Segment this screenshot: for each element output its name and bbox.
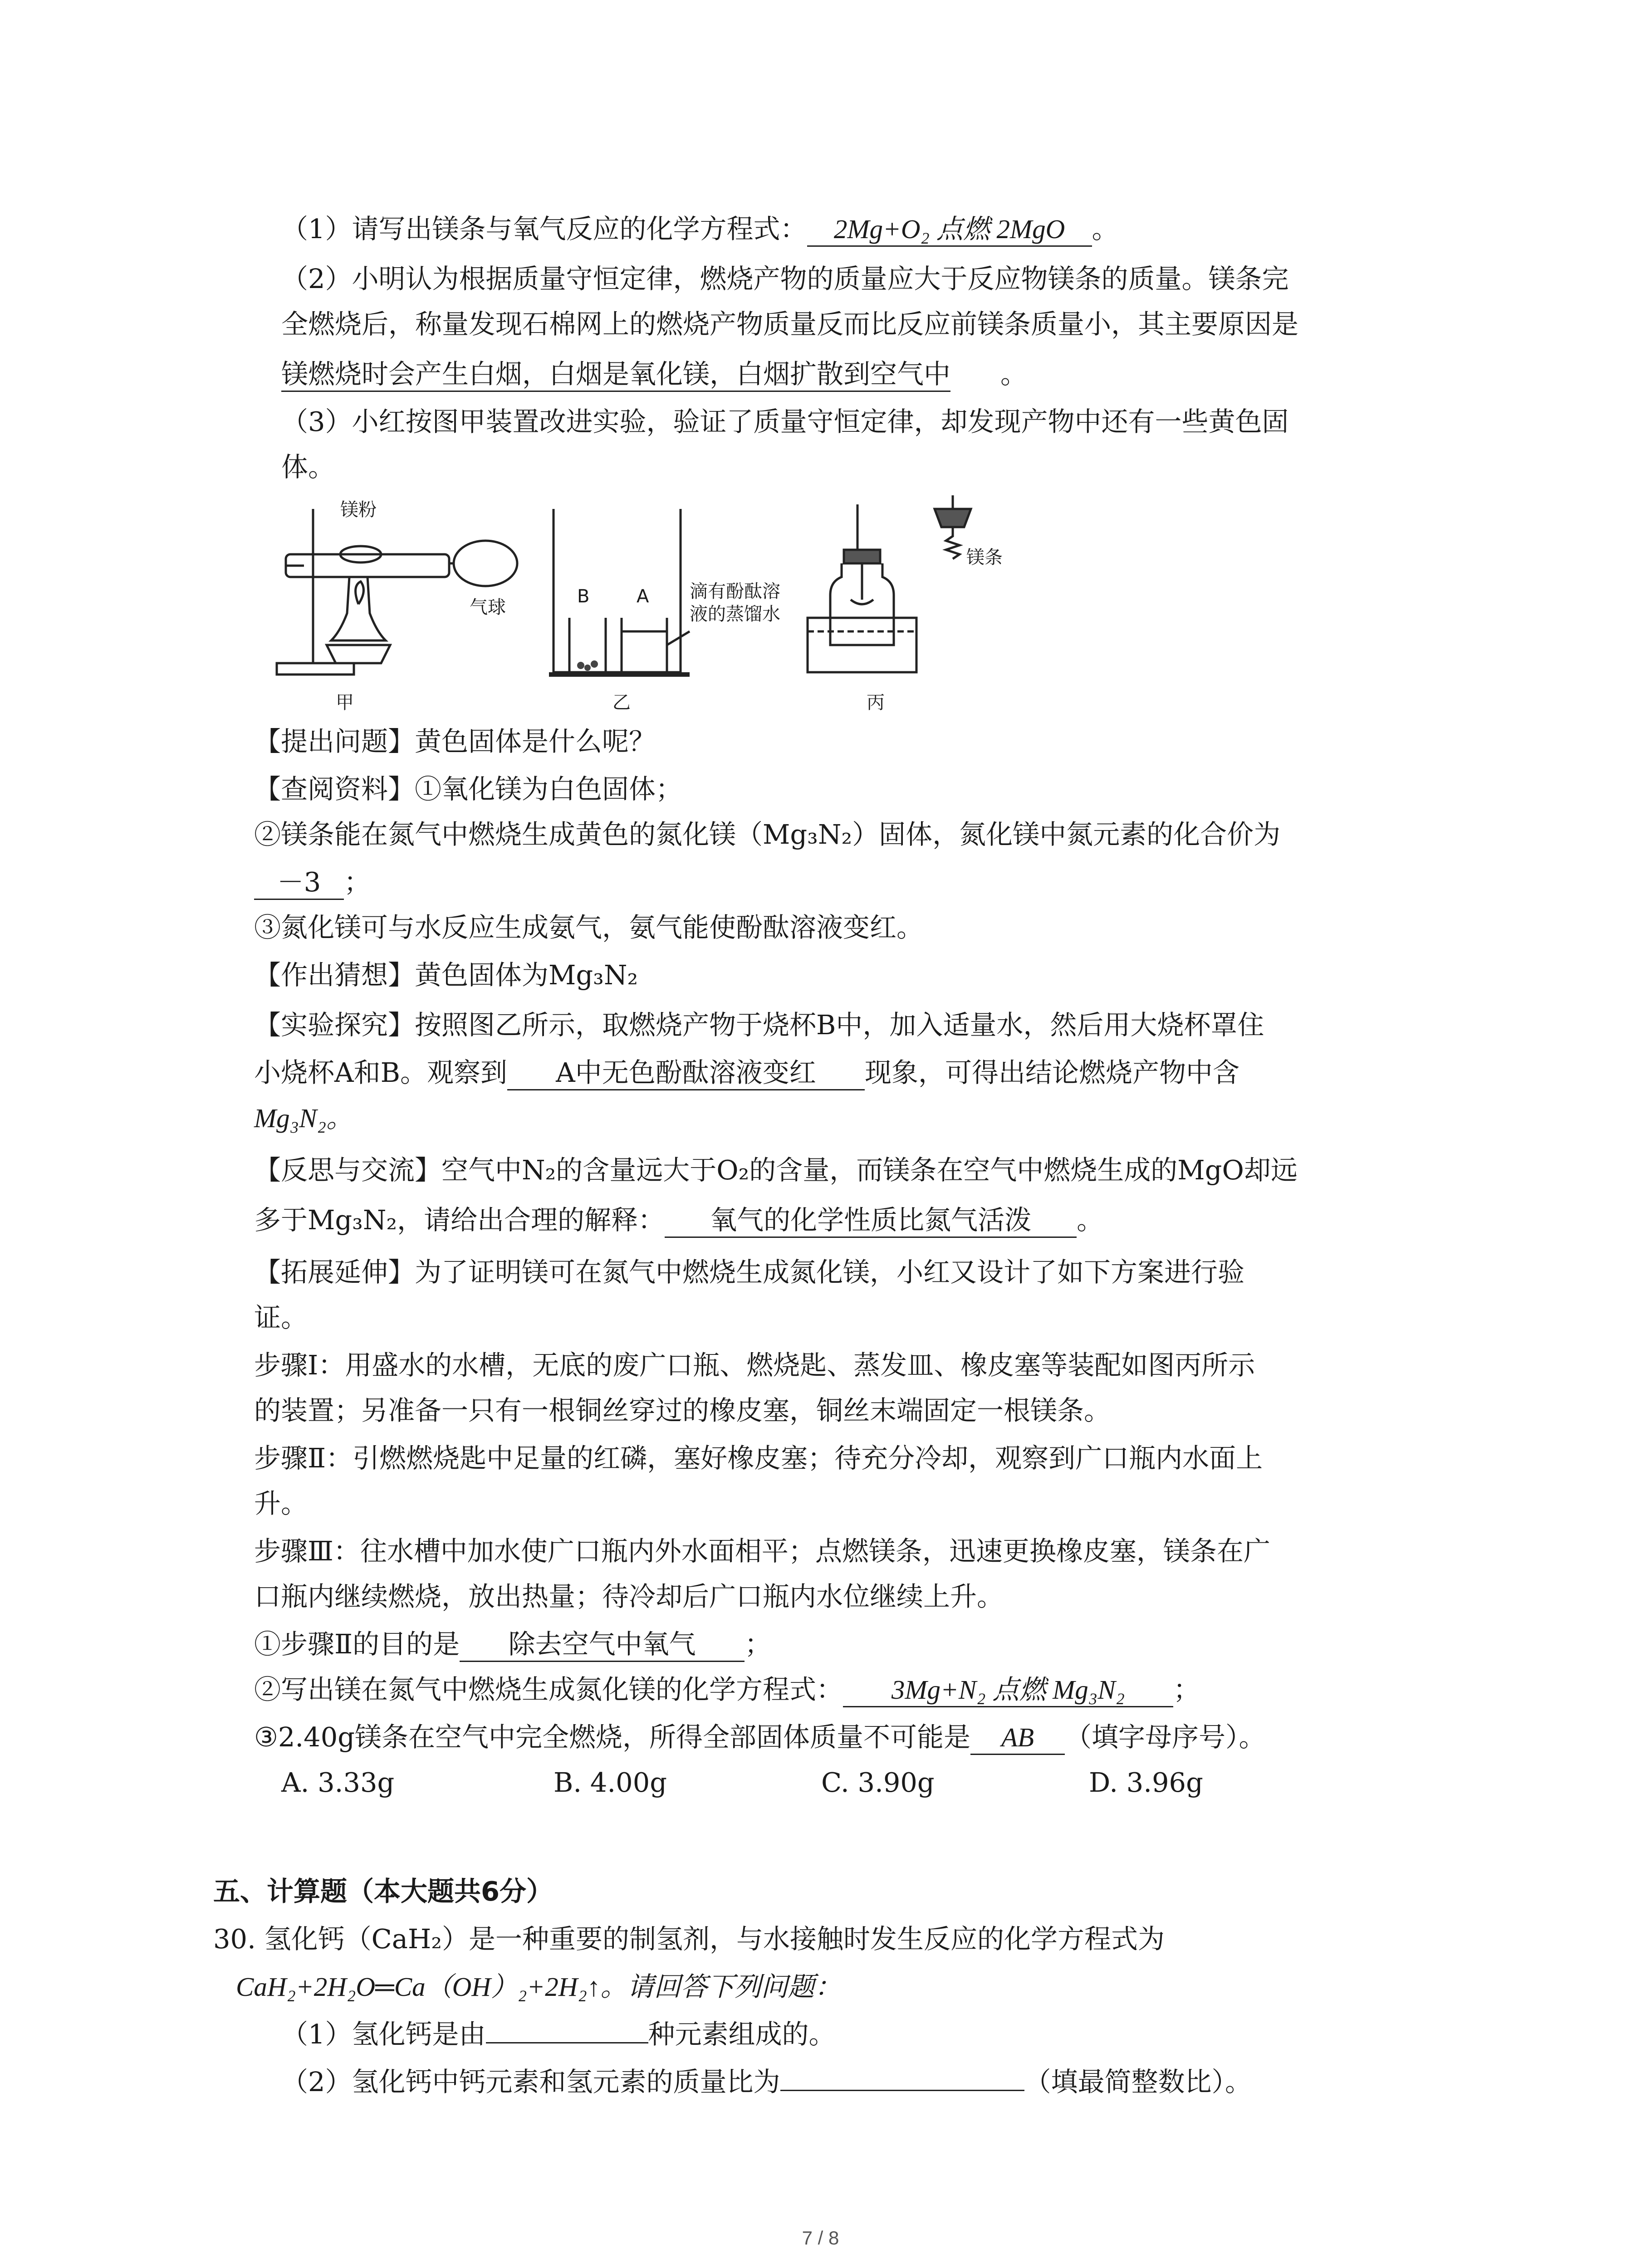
option-d: D. 3.96g <box>1089 1767 1203 1798</box>
q29-part3-line2: 体。 <box>281 451 335 483</box>
figure-yi <box>544 495 798 722</box>
label-solution-1: 滴有酚酞溶 <box>690 581 780 602</box>
explore-line2 <box>254 1057 1239 1090</box>
ext-line1: 【拓展延伸】为了证明镁可在氮气中燃烧生成氮化镁，小红又设计了如下方案进行验 <box>254 1256 1245 1288</box>
step1-line1: 步骤Ⅰ：用盛水的水槽，无底的废广口瓶、燃烧匙、蒸发皿、橡皮塞等装配如图丙所示 <box>254 1349 1255 1381</box>
q29-part2-answer: 镁燃烧时会产生白烟，白烟是氧化镁，白烟扩散到空气中 <box>281 358 950 392</box>
q30-part1 <box>281 2019 836 2051</box>
explore-answer: A中无色酚酞溶液变红 <box>507 1057 865 1090</box>
step3-line1: 步骤Ⅲ：往水槽中加水使广口瓶内外水面相平；点燃镁条，迅速更换橡皮塞，镁条在广 <box>254 1535 1270 1567</box>
label-beaker-b: B <box>577 586 590 607</box>
q30-part2-blank[interactable] <box>780 2090 1024 2091</box>
sub1-line <box>254 1628 771 1662</box>
sub3-text: ③2.40g镁条在空气中完全燃烧，所得全部固体质量不可能是 <box>254 1721 971 1753</box>
q30-line1: 30. 氢化钙（CaH₂）是一种重要的制氢剂，与水接触时发生反应的化学方程式为 <box>213 1923 1165 1955</box>
info-line2-end: ； <box>344 866 371 898</box>
explore-line1: 【实验探究】按照图乙所示，取燃烧产物于烧杯B中，加入适量水，然后用大烧杯罩住 <box>254 1009 1264 1041</box>
ext-line2: 证。 <box>254 1302 308 1333</box>
sub3-answer: AB <box>970 1721 1065 1755</box>
info-line3: ③氮化镁可与水反应生成氨气，氨气能使酚酞溶液变红。 <box>254 912 924 943</box>
q29-part1-answer: 2Mg+O₂ 点燃 2MgO <box>807 213 1092 247</box>
label-mg-strip: 镁条 <box>966 547 1003 568</box>
q29-part2-line1: （2）小明认为根据质量守恒定律，燃烧产物的质量应大于反应物镁条的质量。镁条完 <box>281 263 1289 294</box>
explore-text-b: 现象，可得出结论燃烧产物中含 <box>864 1057 1239 1088</box>
explore-line3: Mg₃N₂。 <box>254 1103 353 1133</box>
figure-jia <box>272 495 526 722</box>
sub2-answer: 3Mg+N₂ 点燃 Mg₃N₂ <box>843 1674 1173 1707</box>
sub3-end: （填字母序号）。 <box>1065 1721 1266 1753</box>
sub3-line <box>254 1721 1266 1755</box>
q29-part1-end: 。 <box>1092 213 1119 244</box>
reflect-end: 。 <box>1077 1204 1104 1236</box>
option-b: B. 4.00g <box>554 1767 667 1798</box>
q30-part1-text-a: （1）氢化钙是由 <box>281 2019 486 2050</box>
info-valence-answer: －3 <box>254 866 344 900</box>
q29-part3-line1: （3）小红按图甲装置改进实验，验证了质量守恒定律，却发现产物中还有一些黄色固 <box>281 406 1289 437</box>
label-mg-powder: 镁粉 <box>340 499 377 520</box>
sub1-answer: 除去空气中氧气 <box>460 1628 745 1662</box>
label-yi: 乙 <box>612 692 631 713</box>
q30-part2-text-b: （填最简整数比）。 <box>1024 2066 1252 2097</box>
sub2-text: ②写出镁在氮气中燃烧生成氮化镁的化学方程式： <box>254 1674 843 1705</box>
sub2-end: ； <box>1173 1674 1200 1705</box>
reflect-answer: 氧气的化学性质比氮气活泼 <box>665 1204 1077 1238</box>
q29-part1-line <box>281 213 1119 247</box>
label-balloon: 气球 <box>470 597 506 618</box>
q29-part2-line2: 全燃烧后，称量发现石棉网上的燃烧产物质量反而比反应前镁条质量小，其主要原因是 <box>281 308 1299 340</box>
label-solution-2: 液的蒸馏水 <box>690 604 780 625</box>
page-number: 7 / 8 <box>802 2227 839 2248</box>
reflect-text-a: 多于Mg₃N₂，请给出合理的解释： <box>254 1204 665 1236</box>
step2-line2: 升。 <box>254 1488 308 1519</box>
step1-line2: 的装置；另准备一只有一根铜丝穿过的橡皮塞，铜丝末端固定一根镁条。 <box>254 1395 1111 1426</box>
figure-bing <box>798 495 1016 722</box>
q30-part1-blank[interactable] <box>486 2042 648 2043</box>
step3-line2: 口瓶内继续燃烧，放出热量；待冷却后广口瓶内水位继续上升。 <box>254 1581 1004 1612</box>
explore-text-a: 小烧杯A和B。观察到 <box>254 1057 507 1088</box>
q30-part2-text-a: （2）氢化钙中钙元素和氢元素的质量比为 <box>281 2066 780 2097</box>
q29-part1-text: （1）请写出镁条与氧气反应的化学方程式： <box>281 213 807 244</box>
apparatus-bing-drawing <box>798 495 1016 686</box>
sub2-line <box>254 1674 1200 1707</box>
info-line2: ②镁条能在氮气中燃烧生成黄色的氮化镁（Mg₃N₂）固体，氮化镁中氮元素的化合价为 <box>254 819 1281 850</box>
option-c: C. 3.90g <box>821 1767 935 1798</box>
apparatus-jia-drawing <box>272 495 526 686</box>
option-a: A. 3.33g <box>281 1767 395 1798</box>
q30-part1-text-b: 种元素组成的。 <box>648 2019 836 2050</box>
q30-line2: CaH₂+2H₂O═Ca（OH）₂+2H₂↑。请回答下列问题： <box>236 1972 842 2002</box>
reflect-line2 <box>254 1204 1103 1238</box>
guess-line: 【作出猜想】黄色固体为Mg₃N₂ <box>254 959 638 991</box>
info-line2-cont <box>254 866 371 900</box>
section5-heading: 五、计算题（本大题共6分） <box>213 1876 554 1907</box>
step2-line1: 步骤Ⅱ：引燃燃烧匙中足量的红磷，塞好橡皮塞；待充分冷却，观察到广口瓶内水面上 <box>254 1442 1263 1474</box>
label-beaker-a: A <box>637 586 649 607</box>
question-heading: 【提出问题】黄色固体是什么呢？ <box>254 726 656 757</box>
q29-part2-end: 。 <box>1000 358 1028 390</box>
q30-part2 <box>281 2066 1252 2098</box>
reflect-line1: 【反思与交流】空气中N₂的含量远大于O₂的含量，而镁条在空气中燃烧生成的MgO却远 <box>254 1154 1298 1186</box>
label-jia: 甲 <box>336 692 354 713</box>
info-line1: 【查阅资料】①氧化镁为白色固体； <box>254 773 683 805</box>
sub1-text: ①步骤Ⅱ的目的是 <box>254 1628 460 1660</box>
q29-part2-line3 <box>281 358 1027 392</box>
sub1-end: ； <box>745 1628 772 1660</box>
label-bing: 丙 <box>867 692 885 713</box>
